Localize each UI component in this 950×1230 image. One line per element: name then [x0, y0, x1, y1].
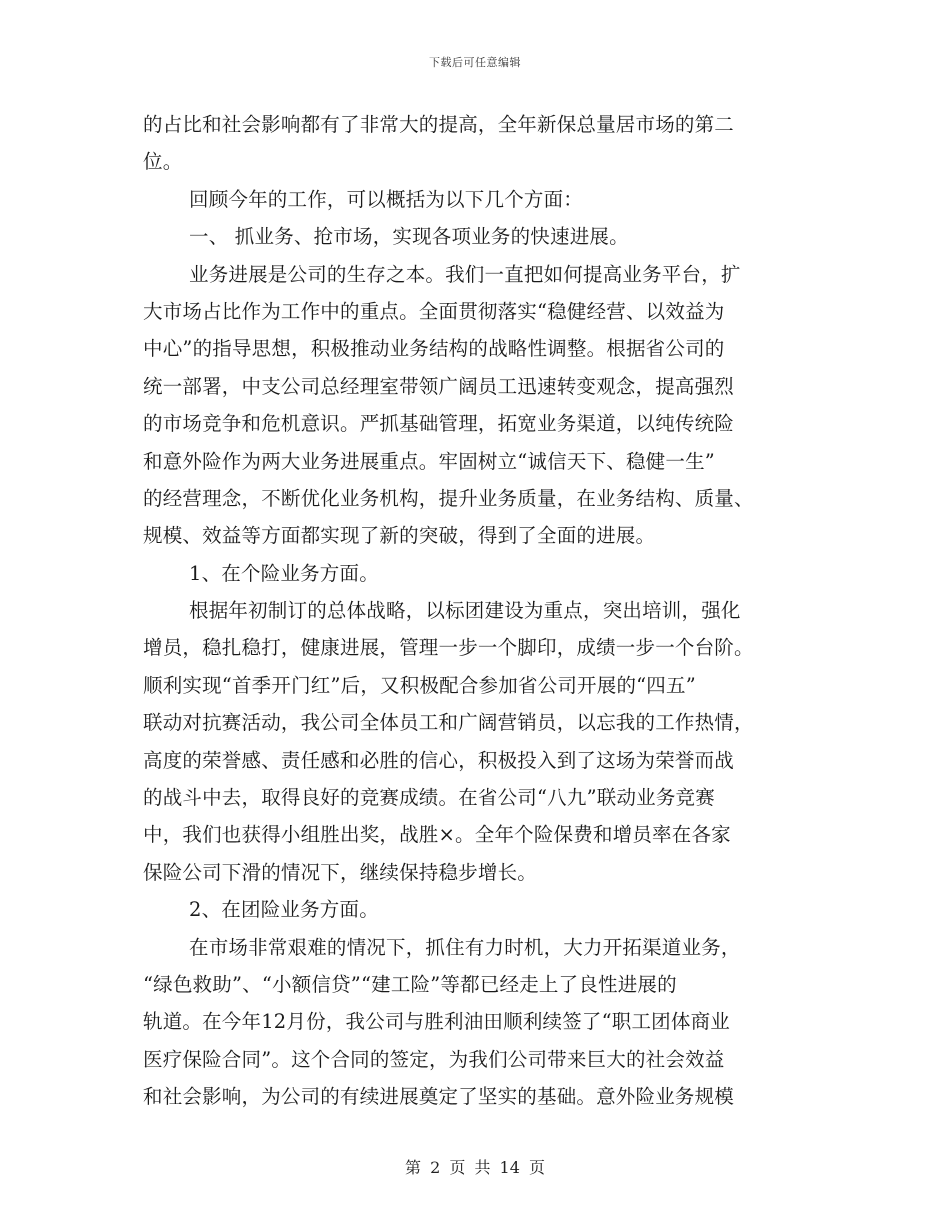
text-line: 1、在个险业务方面。 [189, 561, 379, 585]
text-line: 位。 [143, 150, 183, 174]
page-footer: 第 2 页 共 14 页 [405, 1158, 545, 1177]
text-line: 在市场非常艰难的情况下，抓住有力时机，大力开拓渠道业务， [189, 935, 741, 959]
text-line: 的战斗中去，取得良好的竞赛成绩。在省公司“八九”联动业务竞赛 [143, 786, 715, 810]
text-line: 增员，稳扎稳打，健康进展，管理一步一个脚印，成绩一步一个台阶。 [143, 636, 754, 660]
text-line: 联动对抗赛活动，我公司全体员工和广阔营销员，以忘我的工作热情， [143, 711, 754, 735]
text-line: 的市场竞争和危机意识。严抓基础管理，拓宽业务渠道，以纯传统险 [143, 412, 735, 436]
text-line: 规模、效益等方面都实现了新的突破，得到了全面的进展。 [143, 524, 656, 548]
page-header: 下载后可任意编辑 [429, 56, 521, 69]
body-text [143, 106, 799, 1116]
text-line: 回顾今年的工作，可以概括为以下几个方面： [189, 187, 584, 211]
text-line: 2、在团险业务方面。 [189, 898, 379, 922]
text-line: 中心”的指导思想，积极推动业务结构的战略性调整。根据省公司的 [143, 337, 725, 361]
text-line: 保险公司下滑的情况下，继续保持稳步增长。 [143, 860, 538, 884]
text-line: 和社会影响，为公司的有续进展奠定了坚实的基础。意外险业务规模 [143, 1085, 735, 1109]
text-line: 大市场占比作为工作中的重点。全面贯彻落实“稳健经营、以效益为 [143, 299, 725, 323]
text-line: 医疗保险合同”。这个合同的签定，为我们公司带来巨大的社会效益 [143, 1047, 725, 1071]
text-line: 一、 抓业务、抢市场，实现各项业务的快速进展。 [189, 225, 629, 249]
text-line: 统一部署，中支公司总经理室带领广阔员工迅速转变观念，提高强烈 [143, 374, 735, 398]
text-line: 的占比和社会影响都有了非常大的提高，全年新保总量居市场的第二 [143, 113, 735, 136]
text-line: 轨道。在今年12月份，我公司与胜利油田顺利续签了“职工团体商业 [143, 1010, 730, 1034]
text-line: 根据年初制订的总体战略，以标团建设为重点，突出培训，强化 [189, 599, 741, 623]
text-line: “绿色救助”、“小额信贷”“建工险”等都已经走上了良性进展的 [143, 972, 677, 996]
text-line: 顺利实现“首季开门红”后，又积极配合参加省公司开展的“四五” [143, 673, 696, 697]
text-line: 高度的荣誉感、责任感和必胜的信心，积极投入到了这场为荣誉而战 [143, 748, 735, 772]
text-line: 的经营理念，不断优化业务机构，提升业务质量，在业务结构、质量、 [143, 486, 754, 510]
text-line: 和意外险作为两大业务进展重点。牢固树立“诚信天下、稳健一生” [143, 449, 715, 473]
text-line: 业务进展是公司的生存之本。我们一直把如何提高业务平台，扩 [189, 262, 741, 286]
text-line: 中，我们也获得小组胜出奖，战胜×。全年个险保费和增员率在各家 [143, 823, 731, 847]
